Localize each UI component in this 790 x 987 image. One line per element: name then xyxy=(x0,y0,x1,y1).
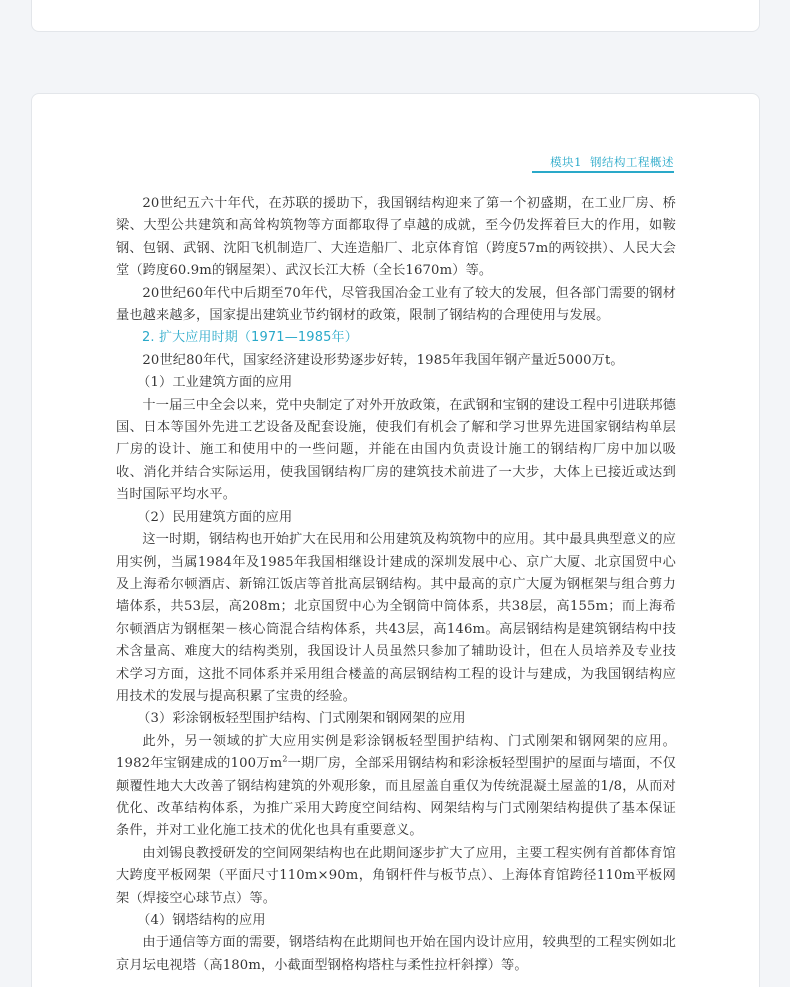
subsection-heading: （4）钢塔结构的应用 xyxy=(137,913,266,928)
document-page xyxy=(31,93,760,987)
paragraph: 20世纪五六十年代，在苏联的援助下，我国钢结构迎来了第一个初盛期，在工业厂房、桥梁、大型公共建筑和高耸构筑物等方面都取得了卓越的成就，至今仍发挥着巨大的作用，如鞍钢、包钢、武钢、沈阳飞机制造厂、大连造船厂、北京体育馆（跨度57m的两铰拱）、人民大会堂（跨度60.9m的钢屋架）、武汉长江大桥（全长1670m）等。 xyxy=(116,196,676,279)
running-header xyxy=(532,154,674,173)
paragraph: 由刘锡良教授研发的空间网架结构也在此期间逐步扩大了应用，主要工程实例有首都体育馆大跨度平板网架（平面尺寸110m×90m，角钢杆件与板节点）、上海体育馆跨径110m平板网架（焊接空心球节点）等。 xyxy=(116,845,676,906)
paragraph: 由于通信等方面的需要，钢塔结构在此期间也开始在国内设计应用，较典型的工程实例如北京月坛电视塔（高180m，小截面型钢格构塔柱与柔性拉杆斜撑）等。 xyxy=(116,935,676,973)
paragraph: 20世纪80年代，国家经济建设形势逐步好转，1985年我国年钢产量近5000万t。 xyxy=(142,352,624,368)
subsection-heading: （1）工业建筑方面的应用 xyxy=(137,375,293,391)
paragraph: 这一时期，钢结构也开始扩大在民用和公用建筑及构筑物中的应用。其中最具典型意义的应用实例，当属1984年及1985年我国相继设计建成的深圳发展中心、京广大厦、北京国贸中心及上海希尔顿酒店、新锦江饭店等首批高层钢结构。其中最高的京广大厦为钢框架与组合剪力墙体系，共53层，高208m；北京国贸中心为全钢筒中筒体系，共38层，高155m；而上海希尔顿酒店为钢框架－核心筒混合结构体系，共43层，高146m。高层钢结构是建筑钢结构中技术含量高、难度大的结构类别，我国设计人员虽然只参加了辅助设计，但在人员培养及专业技术学习方面，这批不同体系并采用组合楼盖的高层钢结构工程的设计与建成，为我国钢结构应用技术的发展与提高积累了宝贵的经验。 xyxy=(116,532,676,704)
paragraph-text: 一期厂房，全部采用钢结构和彩涂板轻型围护的屋面与墙面，不仅颠覆性地大大改善了钢结构建筑的外观形象，而且屋盖自重仅为传统混凝土屋盖的1/8，从而对优化、改革结构体系，为推广采用大跨度空间结构、网架结构与门式刚架结构提供了基本保证条件，并对工业化施工技术的优化也具有重要意义。 xyxy=(116,756,676,839)
paragraph: 十一届三中全会以来，党中央制定了对外开放政策，在武钢和宝钢的建设工程中引进联邦德国、日本等国外先进工艺设备及配套设施，使我们有机会了解和学习世界先进国家钢结构单层厂房的设计、施工和使用中的一些问题，并能在由国内负责设计施工的钢结构厂房中加以吸收、消化并结合实际运用，使我国钢结构厂房的建筑技术前进了一大步，大体上已接近或达到当时国际平均水平。 xyxy=(116,397,676,503)
page-body xyxy=(116,193,676,977)
previous-page xyxy=(31,0,760,32)
subsection-heading: （2）民用建筑方面的应用 xyxy=(137,509,293,525)
section-heading: 2. 扩大应用时期（1971—1985年） xyxy=(142,330,358,346)
paragraph xyxy=(116,731,676,843)
subsection-heading: （3）彩涂钢板轻型围护结构、门式刚架和钢网架的应用 xyxy=(137,711,466,727)
paragraph-text: 此外，另一领域的扩大应用实例是彩涂钢板轻型围护结构、门式刚架和钢网架的应用。1982年宝钢建成的100万m xyxy=(116,733,676,772)
chapter-title: 钢结构工程概述 xyxy=(590,155,674,169)
module-number: 模块1 xyxy=(550,155,582,169)
paragraph: 20世纪60年代中后期至70年代，尽管我国冶金工业有了较大的发展，但各部门需要的钢材量也越来越多，国家提出建筑业节约钢材的政策，限制了钢结构的合理使用与发展。 xyxy=(116,285,676,324)
superscript: 2 xyxy=(282,754,288,764)
